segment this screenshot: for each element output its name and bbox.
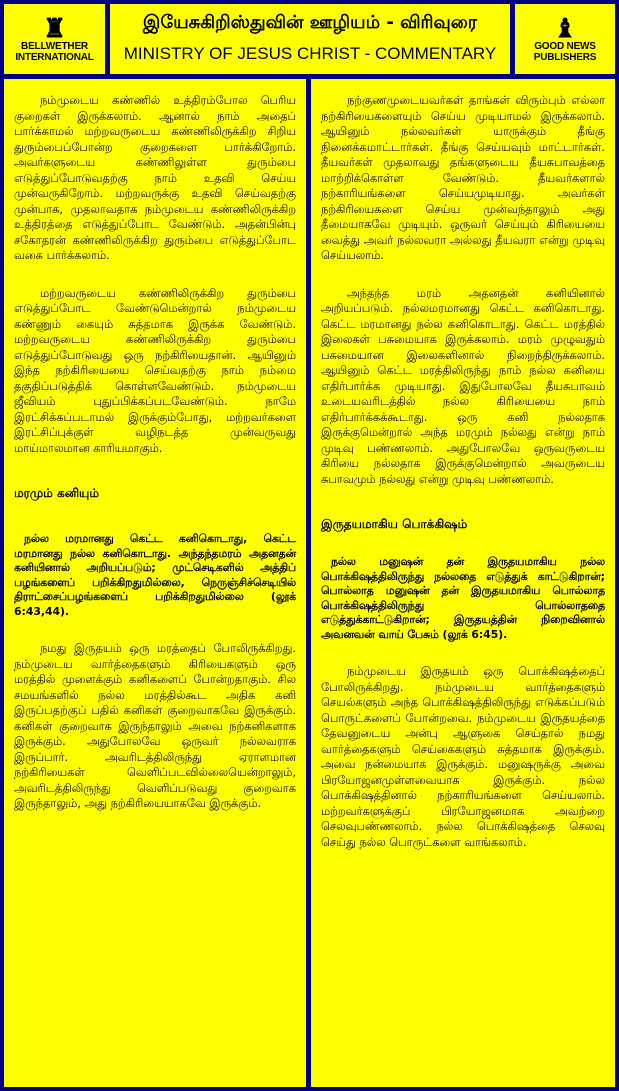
- logo-right-line2: PUBLISHERS: [533, 52, 597, 63]
- left-paragraph-2: மற்றவருடைய கண்ணிலிருக்கிற துரும்பை எடுத்துப்போட வேண்டுமென்றால் நம்முடைய கண்ணும் கையும் சுத்தமாக இருக்க வேண்டும். மற்றவருடைய கண்ணிலிருக்கிற துரும்பை எடுத்துப்போடுவது ஒரு நற்கிரியைதான். ஆயினும் இந்த நற்கிரியையை செய்வதற்கு நாம் நம்மை தகுதிப்படுத்திக் கொள்ளவேண்டும். நம்முடைய ஜீவியம் புதுப்பிக்கப்படவேண்டும். நாமே இரட்சிக்கப்படாமல் இருக்கும்போது, மற்றவர்களை இரட்சிப்புக்குள் வழிநடத்த முன்வருவது மாய்மாலமான காரியமாகும்.: [14, 285, 296, 455]
- torch-icon: ♝: [553, 13, 577, 43]
- left-column: [4, 79, 306, 1087]
- title-tamil: இயேசுகிறிஸ்துவின் ஊழியம் - விரிவுரை: [142, 12, 478, 33]
- bellwether-logo: [4, 4, 105, 74]
- left-subheading: மரமும் கனியும்: [14, 486, 99, 500]
- left-paragraph-3: நமது இருதயம் ஒரு மரத்தைப் போலிருக்கிறது. நம்முடைய வார்த்தைகளும் கிரியைகளும் ஒரு மரத்தில் முளைக்கும் கனிகளைப் போன்றதாகும். சில சமயங்களில் நல்ல மரத்தில்கூட அதிக கனி இருப்பதற்குப் பதில் கனிகள் குறைவாகவே இருக்கும். கனிகள் குறைவாக இருந்தாலும் அவை நற்கனிகளாக இருக்கும். அதுபோலவே ஒருவர் நல்லவராக இருப்பார். அவரிடத்திலிருந்து ஏராளமான நற்கிரியைகள் வெளிப்படவில்லையென்றாலும், அவரிடத்திலிருந்து வெளிப்படுவது குறைவாக இருந்தாலும், அது நற்கிரியையாகவே இருக்கும்.: [14, 641, 296, 810]
- sheep-icon: ♜: [42, 13, 67, 43]
- right-paragraph-1: நற்குணமுடையவர்கள் தாங்கள் விரும்பும் எல்லா நற்கிரியைகளையும் செய்ய முடியாமல் இருக்கலாம். ஆயினும் நல்லவர்கள் யாருக்கும் தீங்கு நினைக்கமாட்டார்கள். தீங்கு செய்யவும் மாட்டார்கள். தீயவர்கள் முதலாவது தங்களுடைய தீயசுபாவத்தை மாற்றிக்கொள்ள வேண்டும். தீயவர்களால் நற்காரியங்களை செய்யமுடியாது. அவர்கள் நற்கிரியைகளை செய்ய முன்வந்தாலும் அது தீமையாகவே முடியும். ஒருவர் செய்யும் கிரியையை வைத்து அவர் நல்லவரா அல்லது தீயவரா என்று முடிவு செய்யலாம்.: [321, 93, 605, 262]
- right-paragraph-2: அந்தந்த மரம் அதனதன் கனியினால் அறியப்படும். நல்லமரமானது கெட்ட கனிகொடாது. கெட்ட மரமானது நல்ல கனிகொடாது. கெட்ட மரத்தில் இலைகள் பசுமையாக இருக்கலாம். மரம் முழுவதும் பசுமையான இலைகளினால் நிறைந்திருக்கலாம். ஆயினும் கெட்ட மரத்திலிருந்து நாம் நல்ல கனியை எதிர்பார்க்க முடியாது. இதுபோலவே தீயசுபாவம் உடையவரிடத்தில் நல்ல கிரியையை நாம் எதிர்பார்க்கக்கூடாது. ஒரு கனி நல்லதாக இருக்குமென்றால் அந்த மரமும் நல்லது என்று நாம் முடிவு பண்ணலாம். அதுபோலவே ஒருவருடைய கிரியை நல்லதாக இருக்குமென்றால் அவருடைய சுபாவமும் நல்லது என்று முடிவு பண்ணலாம்.: [321, 285, 605, 486]
- right-paragraph-3: நம்முடைய இருதயம் ஒரு பொக்கிஷத்தைப் போலிருக்கிறது. நம்முடைய வார்த்தைகளும் செயல்களும் அந்த பொக்கிஷத்திலிருந்து எடுக்கப்படும் பொருட்களைப் போன்றவை. நம்முடைய இருதயத்தை தேவனுடைய அன்பு ஆளுகை செய்தால் நமது வார்த்தைகளும் செய்கைகளும் சுத்தமாக இருக்கும். அவை நன்மையாக இருக்கும். மனுஷருக்கு அவை பிரயோஜனமுள்ளவையாக இருக்கும். நல்ல பொக்கிஷத்தினால் நற்காரியங்களை செய்யலாம். மற்றவர்களுக்குப் பிரயோஜனமாக அவற்றை செலவுபண்ணலாம். நல்ல பொக்கிஷத்தை செலவு செய்து நல்ல பொருட்களை வாங்கலாம்.: [321, 664, 605, 849]
- right-scripture-verse: நல்ல மனுஷன் தன் இருதயமாகிய நல்ல பொக்கிஷத்திலிருந்து நல்லதை எடுத்துக் காட்டுகிறான்; பொல்லாத மனுஷன் தன் இருதயமாகிய பொல்லாத பொக்கிஷத்திலிருந்து பொல்லாததை எடுத்துக்காட்டுகிறான்; இருதயத்தின் நிறைவினால் அவனவன் வாய் பேசும் (லூக் 6:45).: [321, 555, 605, 641]
- logo-left-line2: INTERNATIONAL: [15, 52, 94, 63]
- right-subheading: இருதயமாகிய பொக்கிஷம்: [321, 517, 468, 531]
- title-english: MINISTRY OF JESUS CHRIST - COMMENTARY: [123, 44, 497, 63]
- good-news-logo: [515, 4, 615, 74]
- logo-right-line1: GOOD NEWS: [534, 41, 596, 52]
- page-header: [110, 4, 510, 74]
- right-column: [311, 79, 615, 1087]
- left-scripture-verse: நல்ல மரமானது கெட்ட கனிகொடாது, கெட்ட மரமானது நல்ல கனிகொடாது. அந்தந்தமரம் அதனதன் கனியினால் அறியப்படும்; முட்செடிகளில் அத்திப் பழங்களைப் பறிக்கிறதுமில்லை, நெருஞ்சிச்செடியில் திராட்சைப்பழங்களைப் பறிக்கிறதுமில்லை (லூக் 6:43,44).: [14, 532, 296, 618]
- left-paragraph-1: நம்முடைய கண்ணில் உத்திரம்போல பெரிய குறைகள் இருக்கலாம். ஆனால் நாம் அதைப் பார்க்காமல் மற்றவருடைய கண்ணிலிருக்கிற சிறிய துரும்பைப்போன்ற குறைகளை பார்க்கிறோம். அவர்களுடைய கண்ணிலுள்ள துரும்பை எடுத்துப்போடுவதற்கு நாம் உதவி செய்ய முன்வருகிறோம். மற்றவருக்கு உதவி செய்வதற்கு முன்பாக, முதலாவதாக நம்முடைய கண்ணிலிருக்கிற உத்திரத்தை எடுத்துப்போட வேண்டும். அதன்பின்பு சகோதரன் கண்ணிலிருக்கிற துரும்பை எடுத்துப்போட வகை பார்க்கலாம்.: [14, 93, 296, 262]
- logo-left-line1: BELLWETHER: [21, 41, 88, 52]
